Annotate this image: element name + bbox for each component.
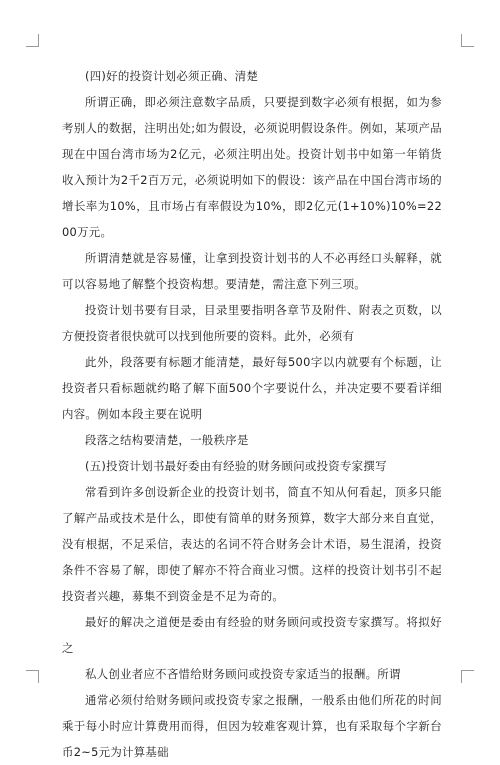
paragraph: 段落之结构要清楚，一般秩序是 [85,433,249,447]
section-heading-4: (四)好的投资计划必须正确、清楚 [85,69,259,83]
paragraph: 投资计划书要有目录，目录里要指明各章节及附件、附表之页数，以方便投资者很快就可以找到他所要的资料。此外，必须有 [62,303,442,343]
paragraph: 此外，段落要有标题才能清楚，最好每500字以内就要有个标题，让投资者只看标题就约略了解下面500个字要说什么，并决定要不要看详细内容。例如本段主要在说明 [62,355,442,421]
paragraph: 通常必须付给财务顾问或投资专家之报酬，一般系由他们所花的时间乘于每小时应计算费用而得，但因为较难客观计算，也有采取每个字新台币2~5元为计算基础 [62,693,442,759]
crop-mark-top-left [26,34,39,47]
paragraph: 所谓清楚就是容易懂，让拿到投资计划书的人不必再经口头解释，就可以容易地了解整个投资构想。要清楚，需注意下列三项。 [62,251,442,291]
crop-mark-bottom-right [461,670,474,683]
document-body [62,63,442,765]
crop-mark-top-right [461,34,474,47]
crop-mark-bottom-left [26,670,39,683]
paragraph: 常看到许多创设新企业的投资计划书，简直不知从何看起，顶多只能了解产品或技术是什么，即使有简单的财务预算，数字大部分来自直觉，没有根据，不足采信，表达的名词不符合财务会计术语，易生混淆，投资条件不容易了解，即使了解亦不符合商业习惯。这样的投资计划书引不起投资者兴趣，募集不到资金是不足为奇的。 [62,485,442,603]
paragraph: 最好的解决之道便是委由有经验的财务顾问或投资专家撰写。将拟好之 [62,615,442,655]
section-heading-5: (五)投资计划书最好委由有经验的财务顾问或投资专家撰写 [85,459,387,473]
paragraph: 所谓正确，即必须注意数字品质，只要提到数字必须有根据，如为参考别人的数据，注明出处;如为假设，必须说明假设条件。例如，某项产品现在中国台湾市场为2亿元，必须注明出处。投资计划书中如第一年销货收入预计为2千2百万元，必须说明如下的假设：该产品在中国台湾市场的增长率为10%，且市场占有率假设为10%，即2亿元(1+10%)10%=2200万元。 [62,95,442,239]
paragraph: 私人创业者应不吝惜给财务顾问或投资专家适当的报酬。所谓 [85,667,401,681]
